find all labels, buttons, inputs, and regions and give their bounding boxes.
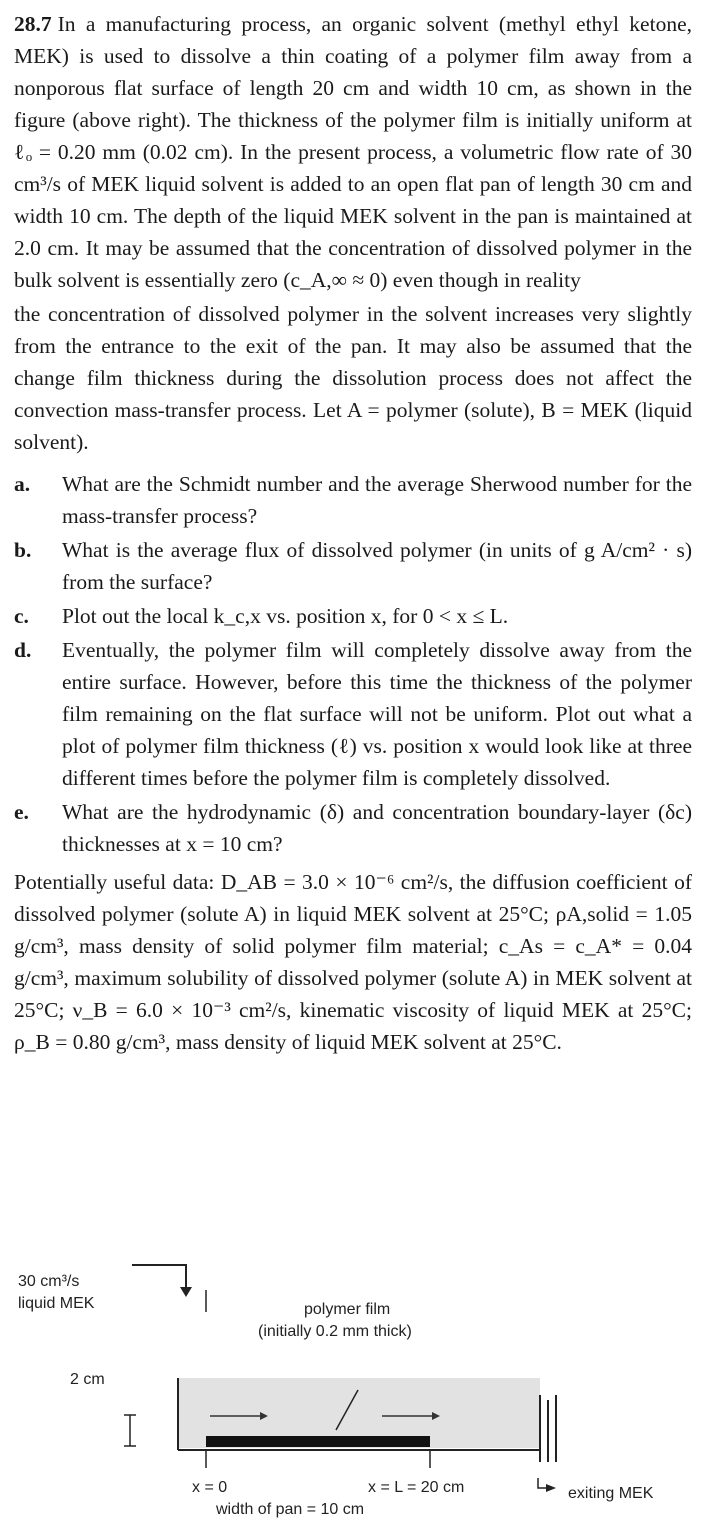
- outlet-label: exiting MEK: [568, 1485, 654, 1502]
- question-label: b.: [14, 538, 32, 562]
- question-label: d.: [14, 638, 32, 662]
- question-text: Plot out the local k_c,x vs. position x, for 0 < x ≤ L.: [62, 604, 509, 628]
- inlet-fluid-label: liquid MEK: [18, 1295, 95, 1312]
- x-end-label: x = L = 20 cm: [368, 1479, 465, 1496]
- film-label: polymer film: [304, 1301, 391, 1318]
- question-text: Eventually, the polymer film will completely dissolve away from the entire surface. However, before this time the thickness of the polymer film remaining on the flat surface will not be uniform. Plot out what a plot of polymer film thickness (ℓ) vs. position x would look like at three different times before the polymer film is completely dissolved.: [62, 638, 692, 790]
- question-list: [14, 468, 692, 860]
- question-text: What are the hydrodynamic (δ) and concentration boundary-layer (δc) thicknesses at x = 10 cm?: [62, 800, 692, 856]
- question-item: [14, 634, 692, 794]
- film-thickness-label: (initially 0.2 mm thick): [258, 1323, 412, 1340]
- inlet-arrowhead-icon: [180, 1287, 192, 1297]
- intro-text: In a manufacturing process, an organic solvent (methyl ethyl ketone, MEK) is used to dissolve a thin coating of a polymer film away from a nonporous flat surface of length 20 cm and width 10 cm, as shown in the figure (above right). The thickness of the polymer film is initially uniform at ℓₒ = 0.20 mm (0.02 cm). In the present process, a volumetric flow rate of 30 cm³/s of MEK liquid solvent is added to an open flat pan of length 30 cm and width 10 cm. The depth of the liquid MEK solvent in the pan is maintained at 2.0 cm. It may be assumed that the concentration of dissolved polymer in the bulk solvent is essentially zero (c_A,∞ ≈ 0) even though in reality: [14, 12, 692, 292]
- problem-text: [14, 8, 692, 1058]
- pan-width-label: width of pan = 10 cm: [216, 1501, 365, 1518]
- inlet-flow-label: 30 cm³/s: [18, 1273, 80, 1290]
- problem-continuation: the concentration of dissolved polymer in the solvent increases very slightly from the entrance to the exit of the pan. It may also be assumed that the change film thickness during the dissolution process does not affect the convection mass-transfer process. Let A = polymer (solute), B = MEK (liquid solvent).: [14, 302, 692, 454]
- question-label: e.: [14, 800, 29, 824]
- question-label: c.: [14, 604, 29, 628]
- process-figure: [0, 1000, 702, 1537]
- question-label: a.: [14, 472, 31, 496]
- x-start-label: x = 0: [192, 1479, 228, 1496]
- problem-intro: [14, 8, 692, 296]
- question-text: What is the average flux of dissolved polymer (in units of g A/cm² · s) from the surface?: [62, 538, 692, 594]
- question-item: [14, 600, 692, 632]
- question-item: [14, 534, 692, 598]
- inlet-pipe: [132, 1265, 186, 1290]
- question-item: [14, 796, 692, 860]
- useful-data: Potentially useful data: D_AB = 3.0 × 10⁻⁶ cm²/s, the diffusion coefficient of dissolved polymer (solute A) in liquid MEK solvent at 25°C; ρA,solid = 1.05 g/cm³, mass density of solid polymer film material; c_As = c_A* = 0.04 g/cm³, maximum solubility of dissolved polymer (solute A) in MEK solvent at 25°C; ν_B = 6.0 × 10⁻³ cm²/s, kinematic viscosity of liquid MEK at 25°C; ρ_B = 0.80 g/cm³, mass density of liquid MEK solvent at 25°C.: [14, 870, 692, 1054]
- depth-label: 2 cm: [70, 1371, 105, 1388]
- question-item: [14, 468, 692, 532]
- question-text: What are the Schmidt number and the average Sherwood number for the mass-transfer process?: [62, 472, 692, 528]
- polymer-film: [206, 1436, 430, 1447]
- problem-number: 28.7: [14, 12, 52, 36]
- outlet-arrowhead-icon: [546, 1484, 556, 1492]
